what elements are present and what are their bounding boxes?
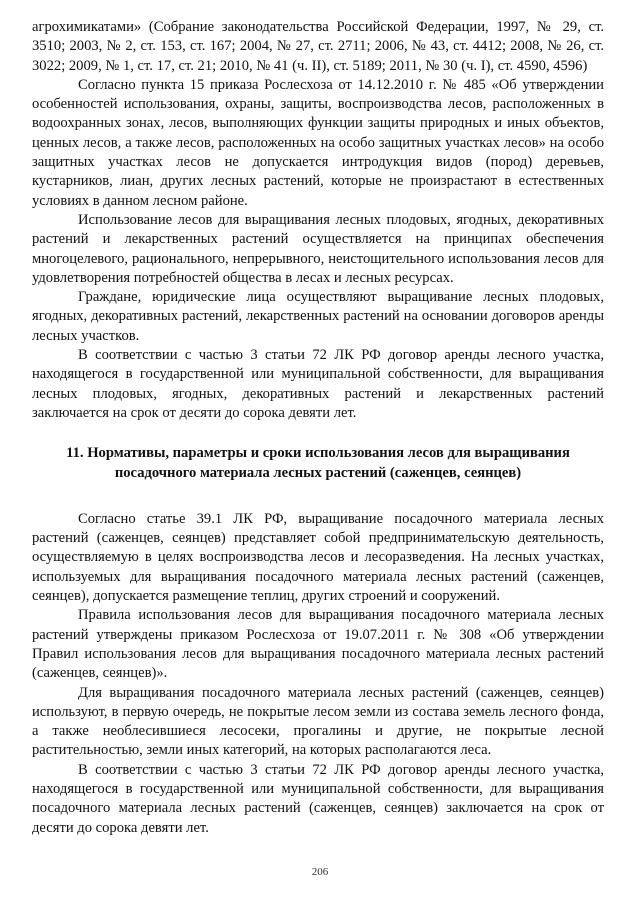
page-number: 206 [311, 866, 329, 878]
paragraph-order-308: Правила использования лесов для выращивания посадочного материала лесных растений утверждены приказом Рослесхоза от 19.07.2011 г. № 308 «Об утверждении Правил использования лесов для выращивания посадочного материала лесных растений (саженцев, сеянцев)». [32, 607, 604, 682]
document-page [32, 18, 604, 838]
paragraph-lease-term-seedlings: В соответствии с частью 3 статьи 72 ЛК РФ договор аренды лесного участка, находящегося в государственной или муниципальной собственности, для выращивания посадочного материала лесных растений (саженцев, сеянцев) заключается на срок от десяти до сорока девяти лет. [32, 761, 604, 836]
paragraph-lease-term-plants: В соответствии с частью 3 статьи 72 ЛК РФ договор аренды лесного участка, находящегося в государственной или муниципальной собственности, для выращивания лесных плодовых, ягодных, декоративных растений и лекарственных растений заключается на срок от десяти до сорока девяти лет. [32, 347, 604, 421]
paragraph-land-use: Для выращивания посадочного материала лесных растений (саженцев, сеянцев) используют, в первую очередь, не покрытые лесом земли из состава земель лесного фонда, а также необлесившиеся лесосеки, прогалины и другие, не покрытые лесной растительностью, земли иных категорий, на которых располагаются леса. [32, 684, 604, 759]
section-heading: 11. Нормативы, параметры и сроки использования лесов для выращивания посадочного материала лесных растений (саженцев, сеянцев) [66, 445, 570, 481]
paragraph-continuation: агрохимикатами» (Собрание законодательства Российской Федерации, 1997, № 29, ст. 3510; 2003, № 2, ст. 153, ст. 167; 2004, № 27, ст. 2711; 2006, № 43, ст. 4412; 2008, № 26, ст. 3022; 2009, № 1, ст. 17, ст. 21; 2010, № 41 (ч. II), ст. 5189; 2011, № 30 (ч. I), ст. 4590, 4596) [32, 19, 604, 74]
paragraph-article-39-1: Согласно статье 39.1 ЛК РФ, выращивание посадочного материала лесных растений (саженцев, сеянцев) представляет собой предпринимательскую деятельность, осуществляемую в целях воспроизводства лесов и лесоразведения. На лесных участках, используемых для выращивания посадочного материала лесных растений (саженцев, сеянцев), допускается размещение теплиц, других строений и сооружений. [32, 510, 604, 605]
paragraph-order-485: Согласно пункта 15 приказа Рослесхоза от 14.12.2010 г. № 485 «Об утверждении особенностей использования, охраны, защиты, воспроизводства лесов, расположенных в водоохранных зонах, лесов, выполняющих функции защиты природных и иных объектов, ценных лесов, а также лесов, расположенных на особо защитных участках лесов» на особо защитных участках лесов не допускается интродукция видов (пород) деревьев, кустарников, лиан, других лесных растений, которые не произрастают в естественных условиях в данном лесном районе. [32, 76, 604, 209]
paragraph-lease-basis: Граждане, юридические лица осуществляют выращивание лесных плодовых, ягодных, декоративных растений, лекарственных растений на основании договоров аренды лесных участков. [32, 289, 604, 344]
paragraph-forest-use-principles: Использование лесов для выращивания лесных плодовых, ягодных, декоративных растений и лекарственных растений осуществляется на принципах обеспечения многоцелевого, рационального, непрерывного, неистощительного использования лесов для удовлетворения потребностей общества в лесах и лесных ресурсах. [32, 211, 604, 286]
